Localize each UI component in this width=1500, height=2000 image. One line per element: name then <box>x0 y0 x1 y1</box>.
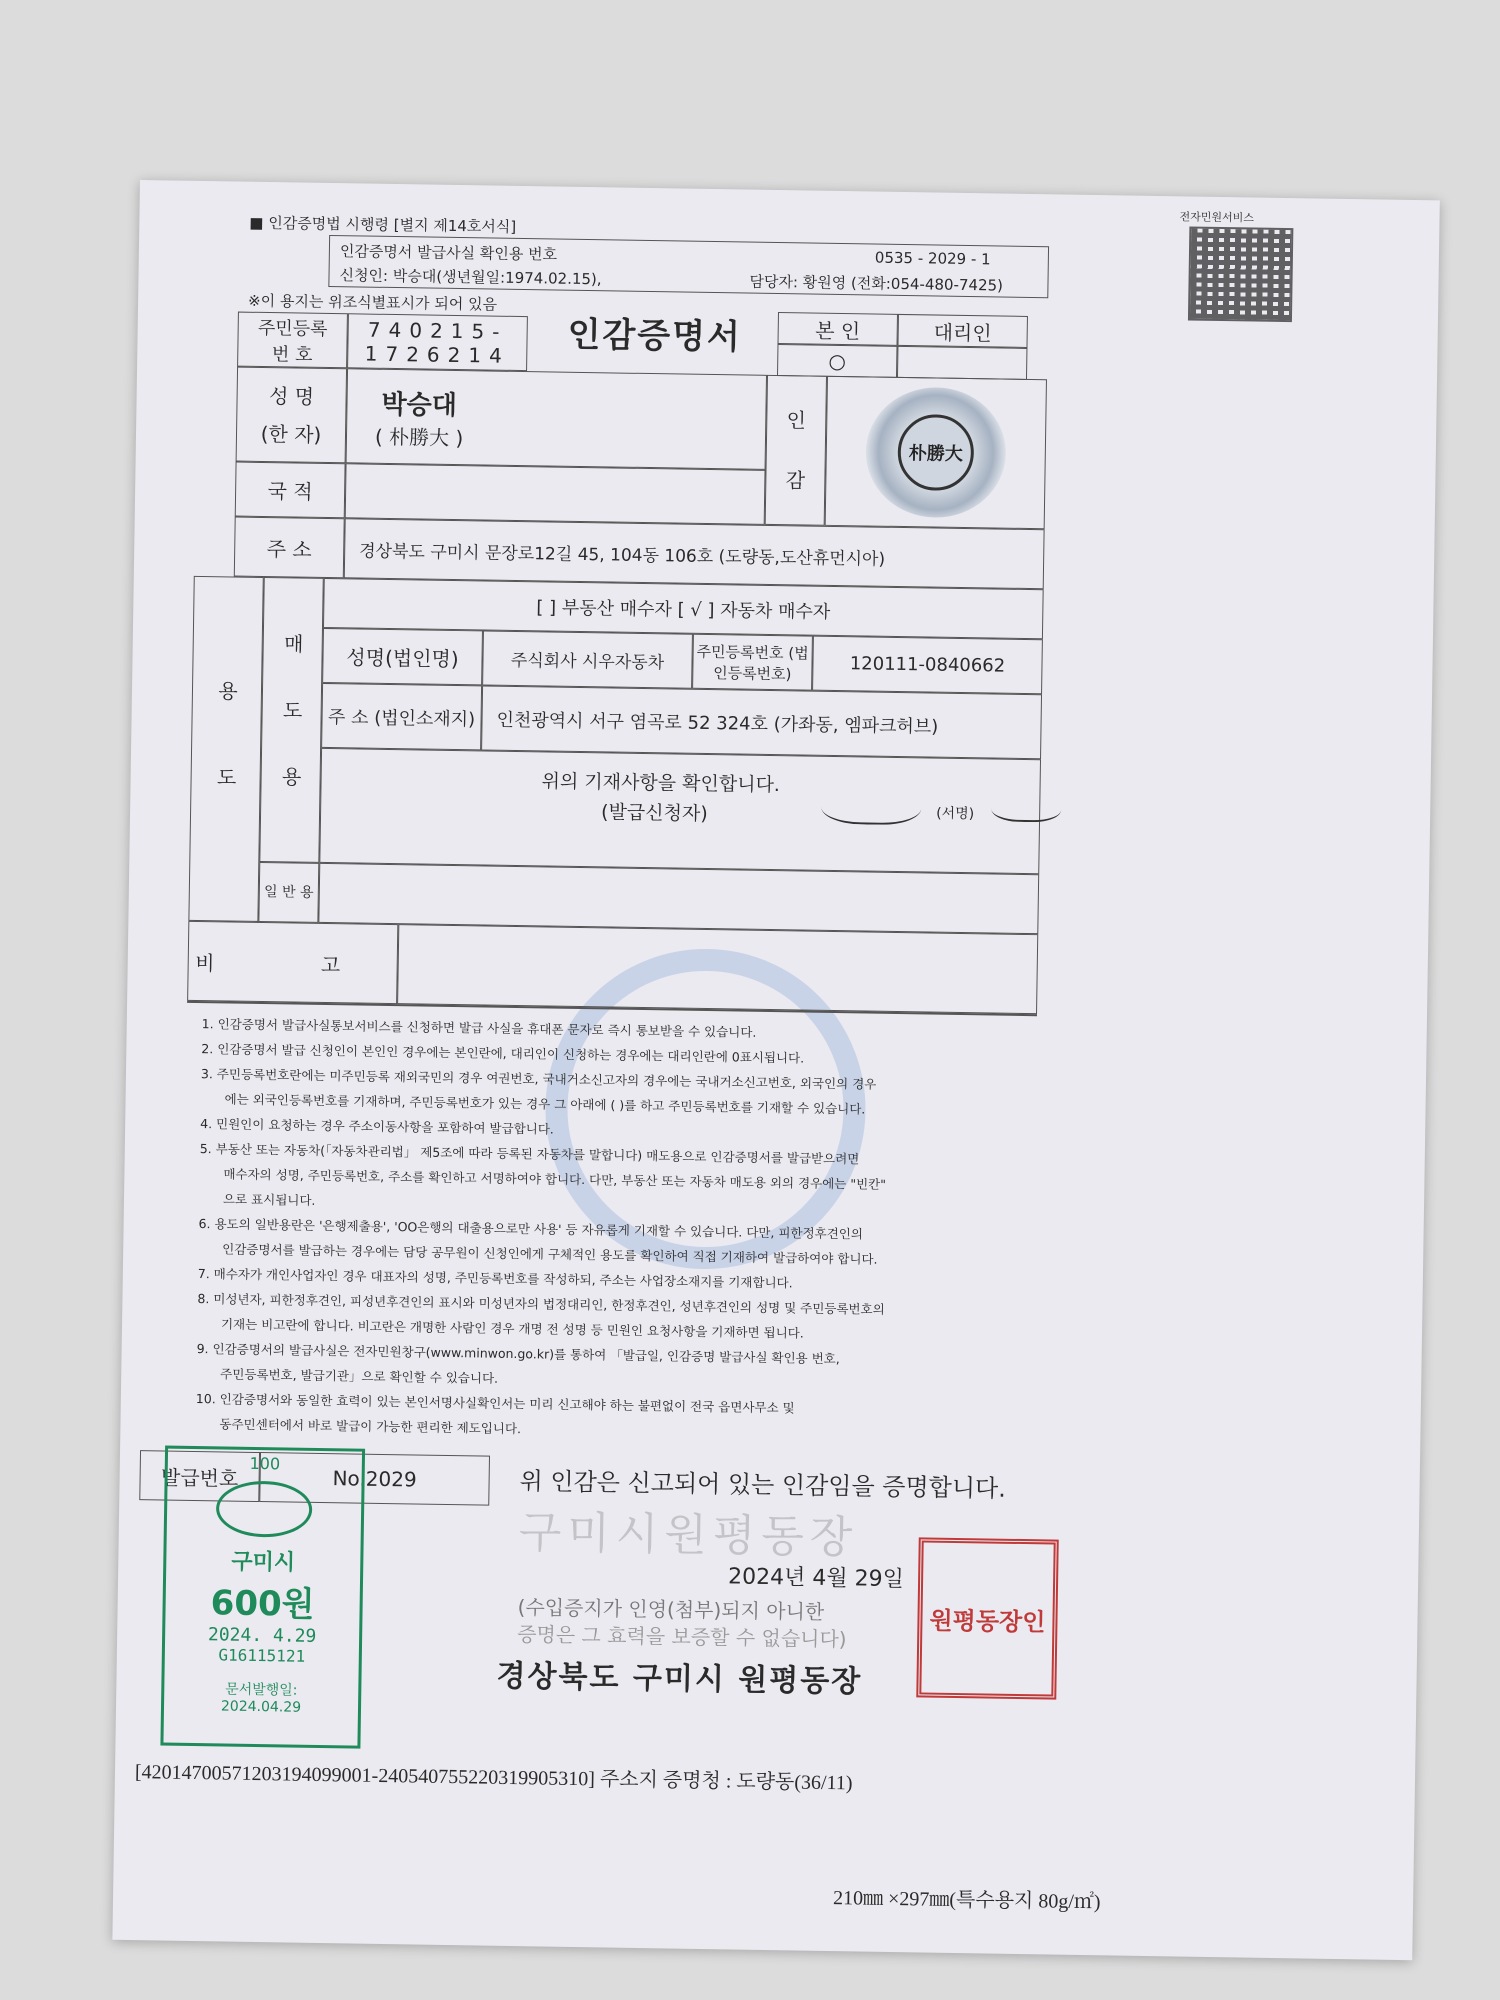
remarks-label: 비 고 <box>187 921 398 1004</box>
usage-checks: [ ] 부동산 매수자 [ √ ] 자동차 매수자 <box>323 578 1044 639</box>
official-red-seal: 원평동장인 <box>916 1537 1058 1699</box>
buyer-id: 120111-0840662 <box>812 636 1043 695</box>
note-line: 9. 인감증명서의 발급사실은 전자민원창구(www.minwon.go.kr)를 통하여 「발급일, 인감증명 발급사실 확인용 번호, <box>196 1341 840 1367</box>
barcode-line: [42014700571203194099001-24054075522031990531​0] 주소지 증명청 : 도량동(36/11) <box>134 1761 853 1795</box>
note-line: 주민등록번호, 발급기관」으로 확인할 수 있습니다. <box>220 1366 499 1386</box>
rrn-value: 740215- 1726214 <box>347 313 528 371</box>
qr-code <box>1188 226 1293 322</box>
note-line: 8. 미성년자, 피한정후견인, 피성년후견인의 표시와 미성년자의 법정대리인, 한정후견인, 성년후견인의 성명 및 주민등록번호의 <box>197 1291 885 1317</box>
usage-label: 용 도 <box>188 576 263 922</box>
note-line: 6. 용도의 일반용란은 '은행제출용', 'OO은행의 대출용으로만 사용' 등 자유롭게 기재할 수 있습니다. 다만, 피한정후견인의 <box>198 1216 864 1242</box>
nationality-value <box>345 463 766 525</box>
note-line: 기재는 비고란에 합니다. 비고란은 개명한 사람인 경우 개명 전 성명 등 민원인 요청사항을 기재하면 됩니다. <box>220 1316 804 1341</box>
paper-spec: 210㎜ ×297㎜(특수용지 80g/㎡) <box>832 1887 1101 1914</box>
seal-name: 朴勝大 <box>897 414 974 491</box>
name-value: 박승대 <box>381 389 458 421</box>
buyer-name: 주식회사 시우자동차 <box>482 630 693 688</box>
name-hanja: ( 朴勝大 ) <box>374 424 464 450</box>
note-line: 1. 인감증명서 발급사실통보서비스를 신청하면 발급 사실을 휴대폰 문자로 즉시 통보받을 수 있습니다. <box>201 1016 757 1040</box>
note-line: 으로 표시됩니다. <box>222 1191 316 1208</box>
issue-date: 2024년 4월 29일 <box>727 1564 905 1593</box>
revenue-note-1: (수입증지가 인영(첨부)되지 아니한 <box>517 1595 825 1624</box>
buyer-id-label: 주민등록번호 (법인등록번호) <box>692 634 813 691</box>
note-line: 3. 주민등록번호란에는 미주민등록 재외국민의 경우 여권번호, 국내거소신고자의 경우에는 국내거소신고번호, 외국인의 경우 <box>200 1066 877 1092</box>
certify-text: 위 인감은 신고되어 있는 인감임을 증명합니다. <box>519 1467 1007 1503</box>
confirm-applicant: (발급신청자) <box>600 801 708 825</box>
office-watermark: 구미시원평동장 <box>518 1507 859 1564</box>
qr-label: 전자민원서비스 <box>1179 210 1255 225</box>
principal-agent-mark <box>897 346 1027 380</box>
revenue-note-2: 증명은 그 효력을 보증할 수 없습니다) <box>517 1622 847 1652</box>
note-line: 5. 부동산 또는 자동차(「자동차관리법」 제5조에 따라 등록된 자동차를 말합니다) 매도용으로 인감증명서를 발급받으려면 <box>199 1141 860 1167</box>
stamp-city: 구미시 <box>231 1549 296 1576</box>
stamp-issued-date: 2024.04.29 <box>220 1698 302 1716</box>
seal-label: 인 감 <box>765 375 827 526</box>
stamp-date: 2024. 4.29 <box>207 1624 317 1647</box>
issue-confirm-number: 0535 - 2029 - 1 <box>874 248 991 269</box>
note-line: 4. 민원인이 요청하는 경우 주소이동사항을 포함하여 발급합니다. <box>200 1116 554 1137</box>
forgery-note: ※이 용지는 위조식별표시가 되어 있음 <box>247 291 498 314</box>
rrn-label: 주민등록 번 호 <box>237 312 348 369</box>
stamp-issued-label: 문서발행일: <box>225 1681 298 1699</box>
stamp-serial: G16115121 <box>218 1645 306 1666</box>
note-line: 매수자의 성명, 주민등록번호, 주소를 확인하고 서명하여야 합니다. 다만, 부동산 또는 자동차 매도용 외의 경우에는 "빈칸" <box>223 1166 887 1192</box>
issue-confirm-box <box>328 235 1049 298</box>
form-reference: ■ 인감증명법 시행령 [별지 제14호서식] <box>249 213 517 236</box>
revenue-stamp <box>160 1446 365 1749</box>
note-line: 10. 인감증명서와 동일한 효력이 있는 본인서명사실확인서는 미리 신고해야 하는 불편없이 전국 읍면사무소 및 <box>195 1391 795 1416</box>
stamp-top: 100 <box>249 1453 281 1474</box>
applicant-signature-2 <box>991 789 1061 822</box>
stamp-amount: 600원 <box>210 1583 315 1625</box>
usage-sale-label: 매 도 용 <box>259 577 323 863</box>
issue-no: No.2029 <box>259 1452 490 1506</box>
note-line: 인감증명서를 발급하는 경우에는 담당 공무원이 신청인에게 구체적인 용도를 확인하여 직접 기재하여 발급하여야 합니다. <box>222 1241 878 1267</box>
note-line: 2. 인감증명서 발급 신청인이 본인인 경우에는 본인란에, 대리인이 신청하는 경우에는 대리인란에 0표시됩니다. <box>201 1041 805 1066</box>
address-value: 경상북도 구미시 문장로12길 45, 104동 106호 (도량동,도산휴먼시아) <box>344 518 1045 589</box>
remarks-value <box>397 924 1038 1014</box>
applicant-signature-1 <box>821 782 922 826</box>
confirm-box <box>319 748 1041 874</box>
issue-no-label: 발급번호 <box>139 1450 260 1502</box>
stamp-emblem-icon <box>216 1480 313 1538</box>
general-use-label: 일 반 용 <box>258 862 319 923</box>
buyer-address: 인천광역시 서구 염곡로 52 324호 (가좌동, 엠파크허브) <box>481 685 1042 759</box>
doc-title: 인감증명서 <box>567 314 743 358</box>
notes-list <box>195 1011 1042 1449</box>
buyer-address-label: 주 소 (법인소재지) <box>321 683 482 751</box>
principal-self-mark: ○ <box>777 344 897 378</box>
name-value-cell <box>346 368 767 470</box>
note-line: 에는 외국인등록번호를 기재하며, 주민등록번호가 있는 경우 그 아래에 ( )를 하고 주민등록번호를 기재할 수 있습니다. <box>224 1091 866 1117</box>
buyer-name-label: 성명(법인명) <box>322 628 483 686</box>
officer-info: 담당자: 황원영 (전화:054-480-7425) <box>749 272 1004 295</box>
note-line: 7. 매수자가 개인사업자인 경우 대표자의 성명, 주민등록번호를 작성하되, 주소는 사업장소재지를 기재합니다. <box>197 1266 793 1291</box>
sign-label: (서명) <box>936 805 975 823</box>
nationality-label: 국 적 <box>235 462 346 519</box>
applicant-info: 신청인: 박승대(생년월일:1974.02.15), <box>339 266 602 289</box>
issuer-name: 경상북도 구미시 원평동장 <box>496 1658 863 1700</box>
principal-self-label: 본 인 <box>778 312 898 346</box>
certificate-paper <box>112 180 1439 1960</box>
general-use-value <box>318 863 1039 934</box>
issue-confirm-label: 인감증명서 발급사실 확인용 번호 <box>339 242 558 264</box>
name-label: 성 명 (한 자) <box>236 367 347 464</box>
address-label: 주 소 <box>234 517 345 579</box>
confirm-text: 위의 기재사항을 확인합니다. <box>541 770 781 797</box>
note-line: 동주민센터에서 바로 발급이 가능한 편리한 제도입니다. <box>219 1416 522 1437</box>
principal-agent-label: 대리인 <box>897 314 1027 348</box>
